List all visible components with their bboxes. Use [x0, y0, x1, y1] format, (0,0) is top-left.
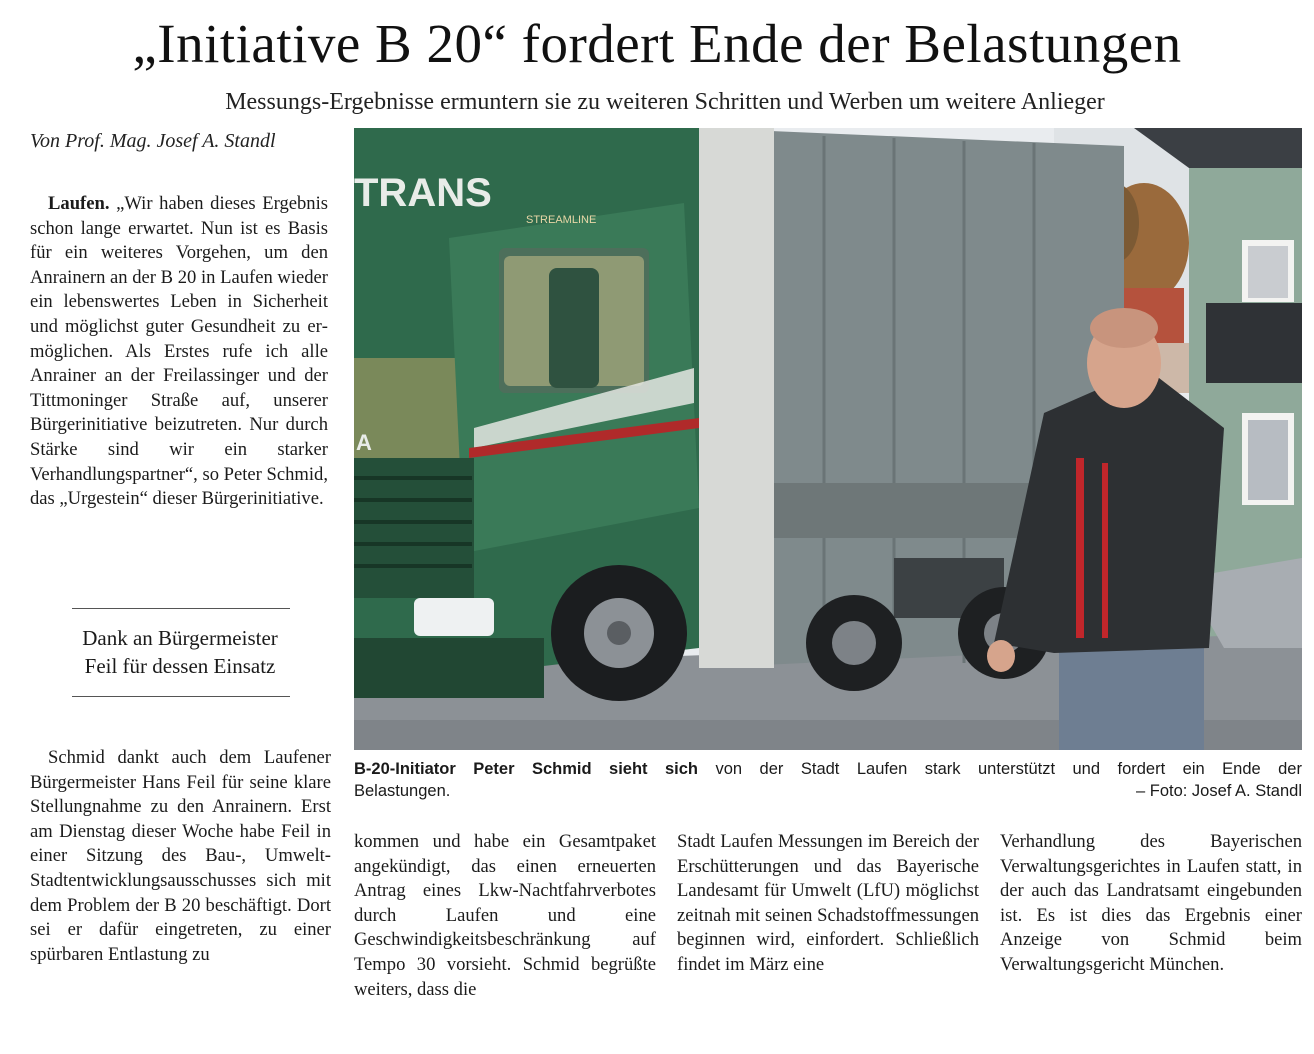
subhead-line-1: Dank an Bürgermeister	[82, 626, 278, 650]
truck-lettering: TRANS	[354, 171, 492, 215]
body-text-1: Schmid dankt auch dem Laufener Bürgermeister Hans Feil für seine klare Stellungnahme zu den Anrainern. Erst am Dienstag dieser Woche habe Feil in einer Sitzung des Bau-, Umwelt- Stadtentwicklungsausschusses sich mit dem Problem der B 20 beschäftigt. Dort sei er dafür eingetreten, zu einer spürbaren Entlastung zu	[30, 747, 331, 965]
body-text-3: Stadt Laufen Messungen im Bereich der Erschütterungen und das Bayerische Landesamt für Umwelt (LfU) möglichst zeitnah mit seinen Schadstoffmessungen beginnen wird, einfordert. Schließlich findet im März eine	[677, 831, 979, 975]
body-text-2: kommen und habe ein Gesamtpaket angekündigt, das einen erneuerten Antrag eines Lkw-Nachtfahrverbotes durch Laufen und eine Geschwindigkeitsbeschränkung auf Tempo 30 vorsieht. Schmid begrüßte weiters, dass die	[354, 831, 656, 1000]
body-column-1	[30, 746, 331, 967]
photo-credit: – Foto: Josef A. Standl	[1135, 782, 1302, 800]
caption-text-2: Belastungen.	[354, 782, 451, 800]
body-column-4	[1000, 830, 1302, 978]
headline: „Initiative B 20“ fordert Ende der Belastungen	[132, 13, 1182, 74]
caption-bold: B-20-Initiator Peter Schmid sieht sich	[354, 760, 699, 778]
photo-caption	[354, 758, 1302, 802]
article-photo	[354, 128, 1302, 750]
subheadline: Messungs-Ergebnisse ermuntern sie zu weiteren Schritten und Werben um weitere Anlieger	[225, 89, 1105, 115]
intro-text: „Wir haben dieses Ergebnis schon lange erwartet. Nun ist es Basis für ein weiteres Vorgehen, um den Anrainern an der B 20 in Laufen wieder ein lebenswertes Leben in Sicherheit und möglichst guter Gesundheit zu ermöglichen. Als Erstes rufe ich alle Anrainer an der Freilassinger und der Tittmoninger Straße auf, unserer Bürgerinitiative beizutreten. Nur durch Stärke sind wir ein starker Verhandlungspartner“, so Peter Schmid, das „Urgestein“ dieser Bürgerinitiative.	[30, 193, 328, 510]
grille-lettering: A	[356, 430, 372, 455]
divider-bottom	[72, 696, 290, 697]
body-column-2	[354, 830, 656, 1002]
caption-text-1: von der Stadt Laufen stark unterstützt und fordert ein Ende der	[698, 760, 1302, 778]
intro-column	[30, 192, 328, 512]
dateline: Laufen.	[48, 193, 110, 214]
body-text-4: Verhandlung des Bayerischen Verwaltungsgerichtes in Laufen statt, in der auch das Landratsamt eingebunden ist. Es ist dies das Ergebnis einer Anzeige von Schmid beim Verwaltungsgericht München.	[1000, 831, 1302, 975]
cab-lettering: STREAMLINE	[526, 214, 597, 226]
caption-line-2	[354, 780, 1302, 802]
byline: Von Prof. Mag. Josef A. Standl	[30, 130, 276, 152]
subhead-line-2: Feil für dessen Einsatz	[84, 654, 276, 678]
subhead	[30, 624, 330, 680]
body-column-3	[677, 830, 979, 978]
caption-line-1	[354, 758, 1302, 780]
divider-top	[72, 608, 290, 609]
